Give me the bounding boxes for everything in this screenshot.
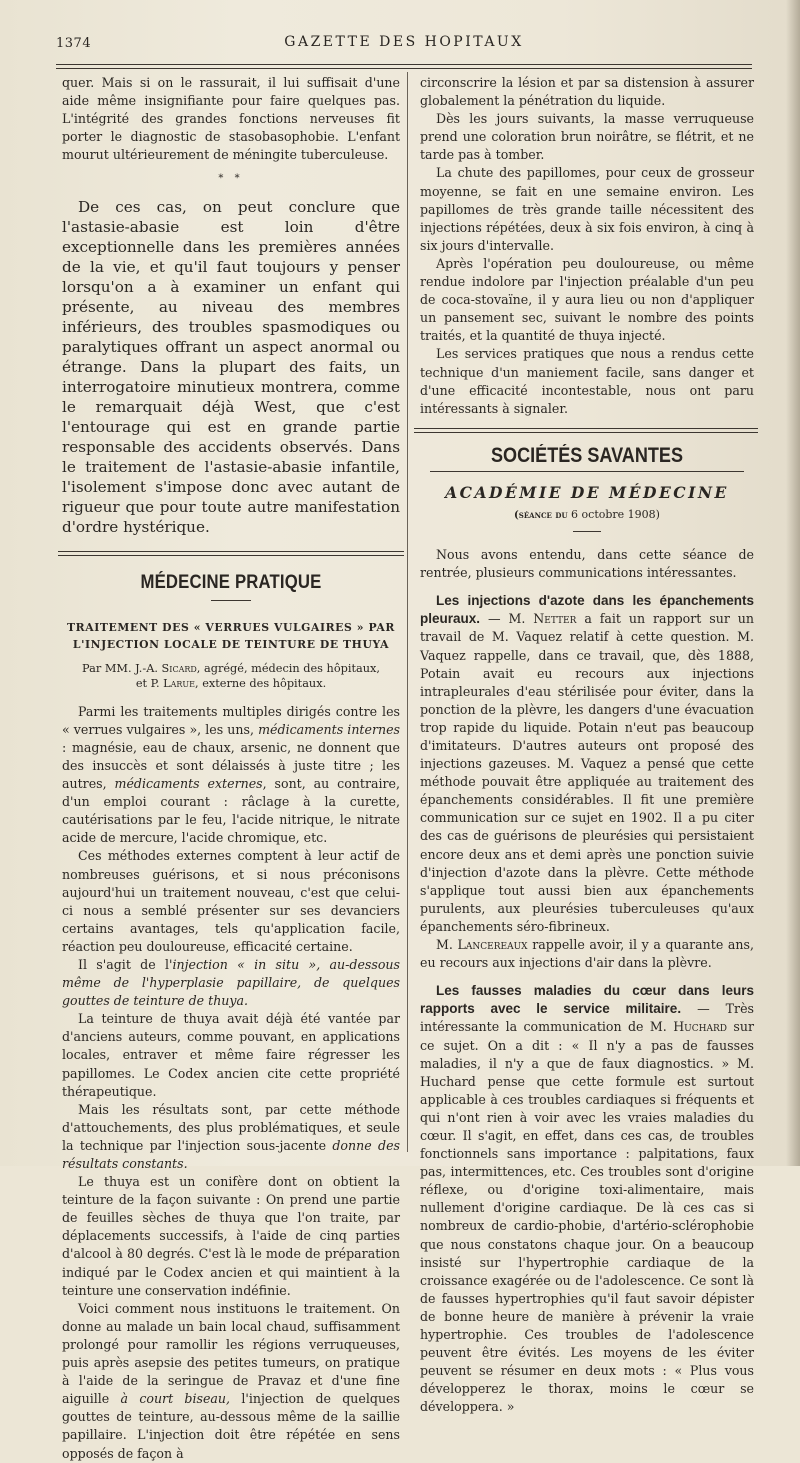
- academy-heading: ACADÉMIE DE MÉDECINE: [445, 482, 729, 502]
- azote-text-a: — M.: [487, 611, 526, 627]
- section-separator-right-thin: [414, 432, 758, 433]
- right-section-azote: [420, 592, 754, 936]
- seance-label: (séance du: [514, 509, 568, 521]
- byline-prefix: Par MM. J.-A.: [82, 661, 158, 675]
- right-column: [420, 74, 754, 1416]
- journal-title: GAZETTE DES HOPITAUX: [284, 34, 524, 50]
- azote-text-b: a fait un rapport sur un travail de M. Vaquez relatif à cette question. M. Vaquez rappelle, dans ce travail, que, dès 1888, Potain avait eu recours aux injections intrapleurales d'eau stérilisée pour éviter, dans la ponction de la plèvre, les dangers d'une évacuation trop rapide du liquide. Potain n'eut pas beaucoup d'imitateurs. D'autres auteurs ont proposé des injections gazeuses. M. Vaquez a pensé que cette méthode pouvait être appliquée au traitement des épanchements considérables. Il fit une première communication sur ce sujet en 1902. Il a pu citer des cas de guérisons de pleurésies qui persistaient encore deux ans et demi après une ponction suivie d'injection d'azote dans la plèvre. Cette méthode s'applique tout aussi bien aux épanchements purulents, aux pleurésies tuberculeuses qu'aux épanchements séro-fibrineux.: [420, 611, 754, 934]
- paragraph-6: Le thuya est un conifère dont on obtient la teinture de la façon suivante : On prend une partie de feuilles sèches de thuya que l'on traite, par déplacements successifs, à l'aide de cinq parties d'alcool à 80 degrés. C'est là le mode de préparation indiqué par le Codex ancien et qui maintient à la teinture une conservation indéfinie.: [62, 1174, 400, 1298]
- byline-end: , externe des hôpitaux.: [195, 676, 327, 690]
- byline: [62, 661, 400, 691]
- header-rule: [56, 64, 752, 65]
- right-paragraph-5: Les services pratiques que nous a rendus cette technique d'un maniement facile, sans danger et d'une efficacité incontestable, nous ont paru intéressants à signaler.: [420, 346, 754, 416]
- section-heading-medecine-pratique: MÉDECINE PRATIQUE: [140, 571, 322, 593]
- paragraph-quer: quer. Mais si on le rassurait, il lui suffisait d'une aide même insignifiante pour faire quelques pas. L'intégrité des grandes fonctions nerveuses fit porter le diagnostic de stasobasophobie. L'enfant mourut ultérieurement de méningite tuberculeuse.: [62, 75, 400, 163]
- p1-text-a: Parmi les traitements multiples dirigés contre les « verrues vulgaires », les uns,: [62, 703, 400, 737]
- column-divider: [407, 72, 408, 1152]
- section-separator: [58, 551, 404, 556]
- byline-mid: , agrégé, médecin des hôpitaux,: [196, 661, 380, 675]
- paragraph-conclusion: De ces cas, on peut conclure que l'astasie-abasie est loin d'être exceptionnelle dans les premières années de la vie, et qu'il faut toujours y penser lorsqu'on a à examiner un enfant qui présente, au niveau des membres inférieurs, des troubles spasmodiques ou paralytiques offrant un aspect anormal ou étrange. Dans la plupart des faits, un interrogatoire minutieux montrera, comme le remarquait déjà West, que c'est l'entourage qui est en grande partie responsable des accidents observés. Dans le traitement de l'astasie-abasie infantile, l'isolement s'impose donc avec autant de rigueur que pour toute autre manifestation d'ordre hystérique.: [62, 197, 400, 536]
- right-paragraph-1: circonscrire la lésion et par sa distension à assurer globalement la pénétration du liquide.: [420, 75, 754, 109]
- p7-italic: à court biseau,: [120, 1391, 231, 1407]
- p1-italic-internes: médicaments internes: [258, 721, 400, 737]
- seance-date-value: 6 octobre 1908): [571, 507, 660, 521]
- paragraph-2: Ces méthodes externes comptent à leur actif de nombreuses guérisons, et si nous préconisons aujourd'hui un traitement nouveau, c'est que celui-ci nous a semblé présenter sur ses devanciers certains avantages, tels qu'application facile, réaction peu douloureuse, efficacité certaine.: [62, 848, 400, 954]
- p3-italic: injection « in situ », au-dessous même de l'hyperplasie papillaire, de quelques gouttes de teinture de thuya.: [62, 956, 400, 1009]
- section-heading-societes-savantes: SOCIÉTÉS SAVANTES: [490, 443, 683, 467]
- heading-rule: [211, 600, 251, 601]
- paragraph-5: [62, 1101, 400, 1173]
- subheading-azote: Les injections d'azote dans les épanchements pleuraux.: [420, 593, 754, 627]
- right-section-lancereaux: [420, 936, 754, 972]
- coeur-text-b: sur ce sujet. On a dit : « Il n'y a pas de fausses maladies, il n'y a que de faux diagnostics. » M. Huchard pense que cette formule est surtout applicable à ces troubles cardiaques si fréquents et qui n'ont rien à voir avec les vraies maladies du cœur. Il s'agit, en effet, dans ces cas, de troubles fonctionnels sans importance : palpitations, faux pas, intermittences, etc. Ces troubles sont d'origine réflexe, ou d'origine toxi-alimentaire, mais nullement d'origine cardiaque. De là ces cas si nombreux de cardio-phobie, d'artério-sclérophobie que nous constatons chaque jour. On a beaucoup insisté sur l'hypertrophie cardiaque de la croissance exagérée ou de l'adolescence. Ce sont là de fausses hypertrophies qu'il faut savoir dépister de bonne heure de manière à prévenir la vraie hypertrophie. Ces troubles de l'adolescence peuvent être évités. Les moyens de les éviter peuvent se résumer en deux mots : « Plus vous développerez le thorax, moins le cœur se développera. »: [420, 1019, 754, 1415]
- byline-author-sicard: Sicard: [161, 661, 197, 675]
- lancereaux-text-a: M.: [436, 937, 453, 953]
- p1-italic-externes: médicaments externes: [114, 776, 263, 792]
- paragraph-4: La teinture de thuya avait déjà été vantée par d'anciens auteurs, comme pouvant, en applications locales, entraver et même faire régresser les papillomes. Le Codex ancien cite cette propriété thérapeutique.: [62, 1011, 400, 1099]
- subheading-coeur: Les fausses maladies du cœur dans leurs rapports avec le service militaire.: [420, 983, 754, 1017]
- left-column: [62, 74, 400, 1463]
- paragraph-1: [62, 703, 400, 848]
- p5-italic: donne des résultats constants.: [62, 1137, 400, 1171]
- lancereaux-text-b: rappelle avoir, il y a quarante ans, eu recours aux injections d'air dans la plèvre.: [420, 937, 754, 971]
- p5-text-a: Mais les résultats sont, par cette méthode d'attouchements, des plus problématiques, et seule la technique par l'injection sous-jacente: [62, 1101, 400, 1153]
- paragraph-7: [62, 1300, 400, 1463]
- header-rule-thin: [56, 68, 752, 69]
- page-edge-shadow: [786, 0, 800, 1166]
- right-intro: Nous avons entendu, dans cette séance de rentrée, plusieurs communications intéressantes.: [420, 547, 754, 581]
- right-paragraph-4: Après l'opération peu douloureuse, ou même rendue indolore par l'injection préalable d'un peu de coca-stovaïne, il y aura lieu ou non d'appliquer un pansement sec, suivant le nombre des points traités, et la quantité de thuya injecté.: [420, 255, 754, 344]
- p7-text-b: l'injection de quelques gouttes de teinture, au-dessous même de la saillie papillaire. L'injection doit être répétée en sens opposés de façon à: [62, 1391, 400, 1461]
- author-huchard: Huchard: [673, 1019, 727, 1035]
- p1-text-c: , sont, au contraire, d'un emploi courant : râclage à la curette, cautérisations par le feu, l'acide nitrique, le nitrate acide de mercure, l'acide chromique, etc.: [62, 776, 400, 846]
- section-stars: * *: [218, 173, 244, 185]
- byline-and: et P.: [135, 676, 160, 690]
- seance-date: [420, 506, 754, 525]
- author-lancereaux: Lancereaux: [457, 937, 528, 953]
- p3-text-a: Il s'agit de l': [78, 956, 173, 972]
- right-paragraph-2: Dès les jours suivants, la masse verruqueuse prend une coloration brun noirâtre, se flétrit, et ne tarde pas à tomber.: [420, 111, 754, 163]
- paragraph-3: [62, 956, 400, 1010]
- page-number: 1374: [56, 36, 92, 51]
- section-separator-right: [414, 428, 758, 429]
- coeur-text-a: — Très intéressante la communication de M.: [420, 1001, 754, 1035]
- p1-text-b: : magnésie, eau de chaux, arsenic, ne donnent que des insuccès et sont délaissés à juste titre ; les autres,: [62, 739, 400, 792]
- page-header: [56, 30, 752, 54]
- right-paragraph-3: La chute des papillomes, pour ceux de grosseur moyenne, se fait en une semaine environ. Les papillomes de très grande taille nécessitent des injections répétées, deux à six fois environ, à cinq à six jours d'intervalle.: [420, 165, 754, 253]
- author-netter: Netter: [533, 611, 577, 627]
- article-title: TRAITEMENT DES « VERRUES VULGAIRES » PAR L'INJECTION LOCALE DE TEINTURE DE THUYA: [67, 620, 395, 651]
- byline-author-larue: Larue: [163, 676, 196, 690]
- p7-text-a: Voici comment nous instituons le traitement. On donne au malade un bain local chaud, suffisamment prolongé pour ramollir les régions verruqueuses, puis après asepsie des petites tumeurs, on pratique à l'aide de la seringue de Pravaz et d'une fine aiguille: [62, 1300, 400, 1407]
- heading-rule-right: [430, 471, 744, 472]
- academy-rule: [573, 531, 601, 532]
- right-section-coeur: [420, 982, 754, 1416]
